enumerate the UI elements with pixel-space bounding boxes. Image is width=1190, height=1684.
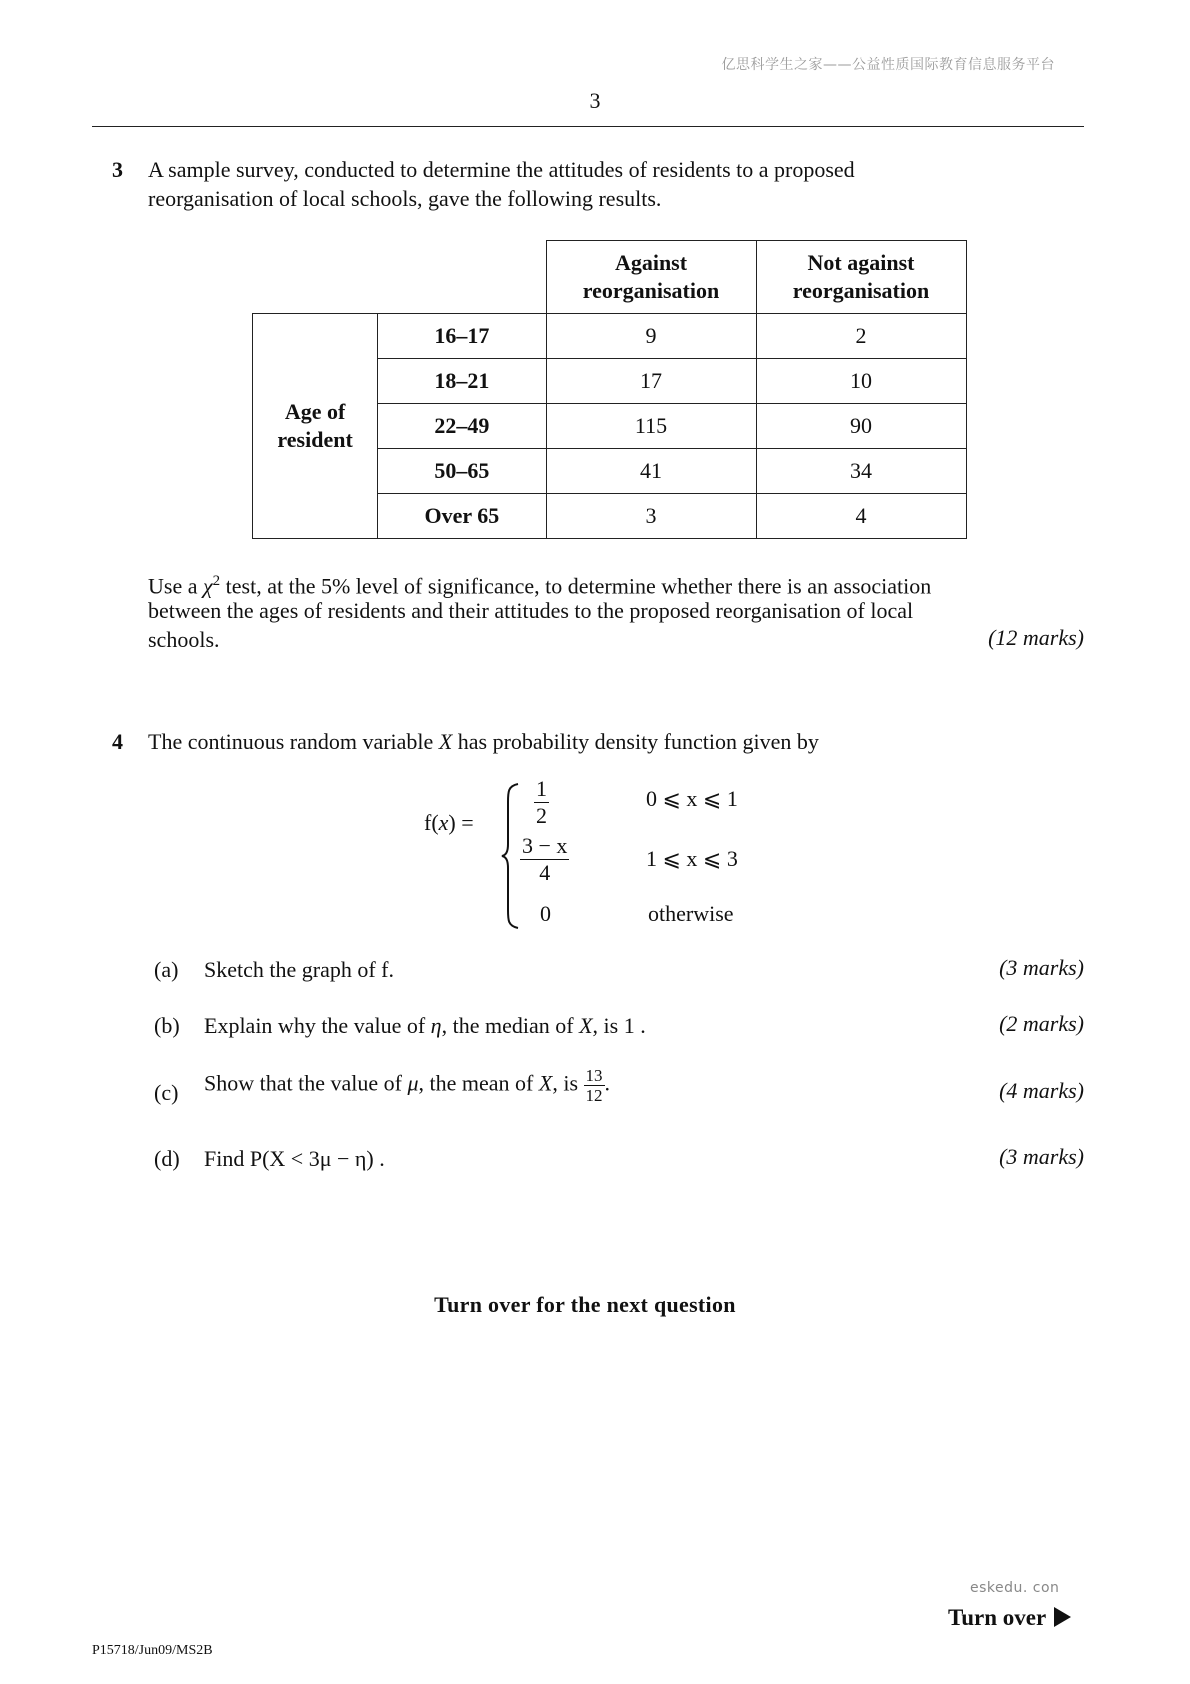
question-3-task-line1: Use a $\chi^2$ test, at the 5% level of significance, to determine whether there is an association bbox=[148, 573, 932, 599]
part-c-marks: (4 marks) bbox=[999, 1078, 1084, 1103]
age-cell: 50–65 bbox=[378, 449, 546, 494]
paper-reference: P15718/Jun09/MS2B bbox=[92, 1643, 213, 1658]
question-3-intro-line1: A sample survey, conducted to determine the attitudes of residents to a proposed bbox=[148, 157, 855, 182]
header-against: Against reorganisation bbox=[546, 241, 756, 314]
part-d-text: Find P(X < 3μ − η) . bbox=[204, 1146, 385, 1171]
question-3-task-line3: schools. bbox=[148, 627, 220, 652]
turn-over-next-question: Turn over for the next question bbox=[434, 1292, 736, 1317]
case2-condition: 1 ⩽ x ⩽ 3 bbox=[646, 846, 738, 871]
age-cell: 18–21 bbox=[378, 359, 546, 404]
part-d-marks: (3 marks) bbox=[999, 1144, 1084, 1169]
against-cell: 115 bbox=[546, 404, 756, 449]
age-cell: 16–17 bbox=[378, 314, 546, 359]
part-d-label: (d) bbox=[154, 1146, 180, 1171]
table-row bbox=[253, 314, 967, 359]
part-c-label: (c) bbox=[154, 1080, 179, 1105]
age-cell: 22–49 bbox=[378, 404, 546, 449]
table-corner-blank bbox=[253, 241, 547, 314]
not-against-cell: 10 bbox=[756, 359, 966, 404]
not-against-cell: 4 bbox=[756, 494, 966, 539]
question-3-intro-line2: reorganisation of local schools, gave the following results. bbox=[148, 186, 662, 211]
part-b-marks: (2 marks) bbox=[999, 1011, 1084, 1036]
question-4-number: 4 bbox=[112, 729, 123, 754]
part-a-text: Sketch the graph of f. bbox=[204, 957, 394, 982]
case1-value: $\frac{1}{2}$ bbox=[536, 776, 547, 828]
chi-symbol: χ bbox=[202, 573, 213, 599]
watermark-text: 亿思科学生之家——公益性质国际教育信息服务平台 bbox=[721, 57, 1055, 73]
part-a-label: (a) bbox=[154, 957, 179, 982]
question-3-marks: (12 marks) bbox=[988, 625, 1084, 650]
part-a-marks: (3 marks) bbox=[999, 955, 1084, 980]
part-b-text: Explain why the value of η, the median of X, is 1 . bbox=[204, 1013, 646, 1038]
against-cell: 9 bbox=[546, 314, 756, 359]
case2-value: $\frac{3 - x}{4}$ bbox=[522, 833, 568, 885]
part-c-text: Show that the value of μ, the mean of X, is $\frac{13}{12}$ . bbox=[204, 1066, 611, 1105]
left-brace bbox=[500, 782, 522, 930]
case3-value: 0 bbox=[540, 901, 551, 926]
not-against-cell: 34 bbox=[756, 449, 966, 494]
against-cell: 17 bbox=[546, 359, 756, 404]
age-cell: Over 65 bbox=[378, 494, 546, 539]
question-4-intro: The continuous random variable X has probability density function given by bbox=[148, 729, 819, 754]
question-3-task-line2: between the ages of residents and their attitudes to the proposed reorganisation of local bbox=[148, 598, 914, 623]
pdf-lhs: f(x) = bbox=[424, 810, 474, 835]
arrow-right-icon bbox=[1054, 1607, 1071, 1627]
question-3-number: 3 bbox=[112, 157, 123, 182]
case1-condition: 0 ⩽ x ⩽ 1 bbox=[646, 786, 738, 811]
against-cell: 41 bbox=[546, 449, 756, 494]
part-b-label: (b) bbox=[154, 1013, 180, 1038]
survey-table bbox=[252, 240, 967, 539]
fraction-13-12: $\frac{13}{12}$ bbox=[585, 1066, 603, 1105]
turn-over: Turn over bbox=[948, 1605, 1071, 1631]
page-number: 3 bbox=[589, 88, 601, 113]
header-not-against: Not against reorganisation bbox=[756, 241, 966, 314]
not-against-cell: 2 bbox=[756, 314, 966, 359]
not-against-cell: 90 bbox=[756, 404, 966, 449]
site-watermark: eskedu. con bbox=[970, 1580, 1060, 1596]
header-rule bbox=[92, 126, 1084, 127]
case3-condition: otherwise bbox=[648, 901, 734, 926]
row-group-label: Age of resident bbox=[253, 314, 378, 539]
against-cell: 3 bbox=[546, 494, 756, 539]
